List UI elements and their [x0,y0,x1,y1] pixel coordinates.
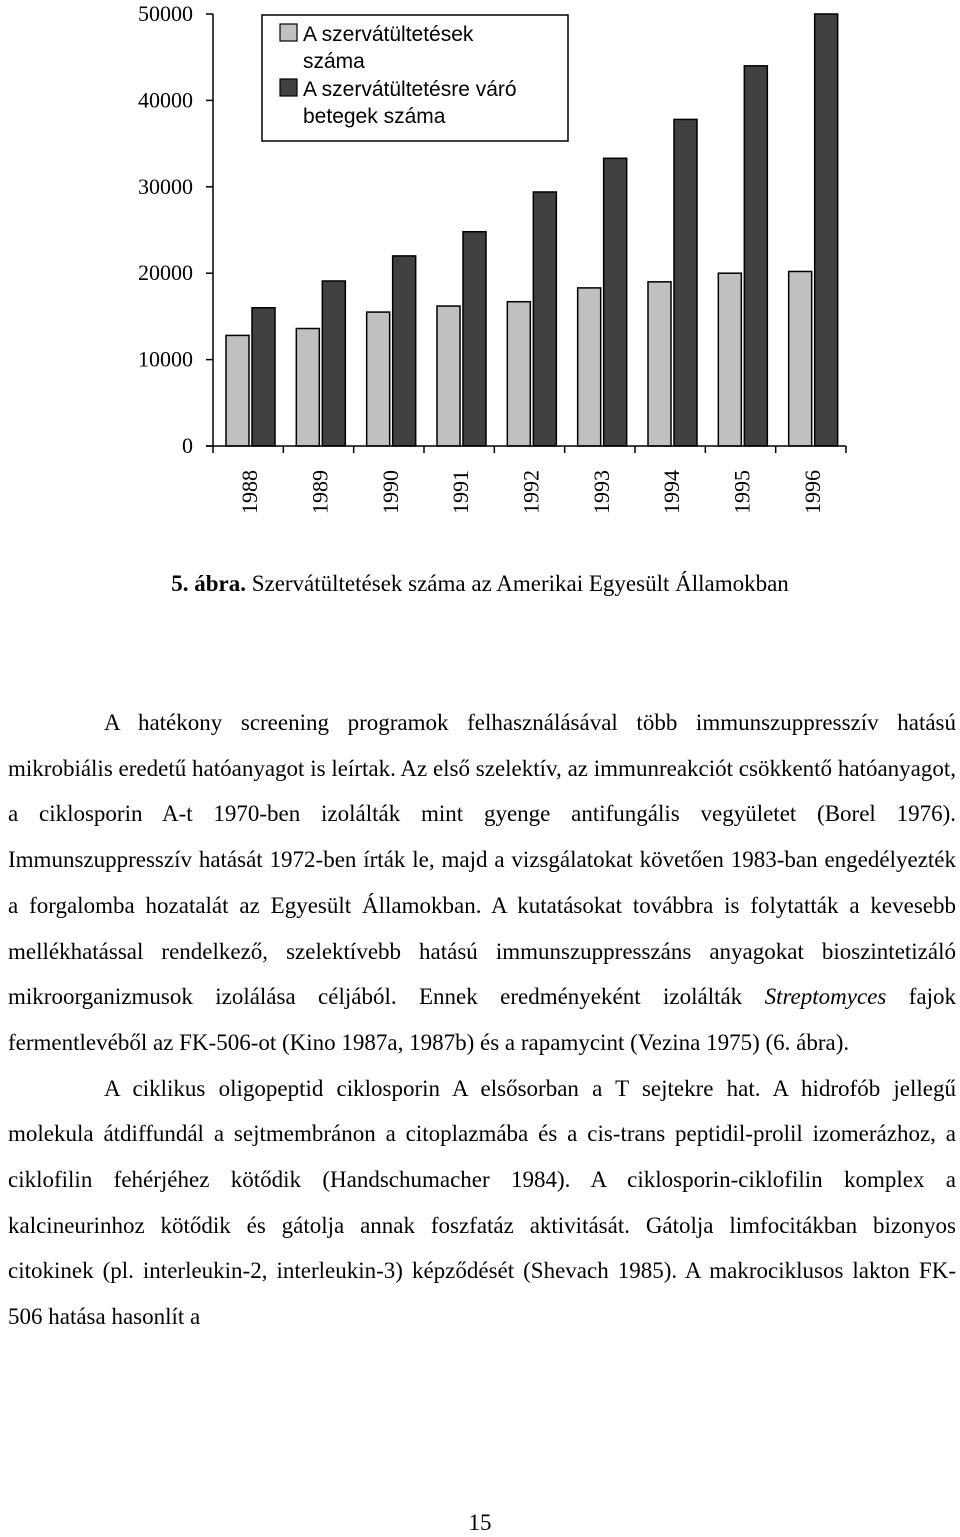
legend-label: A szervátültetések [303,23,474,46]
x-tick-label: 1995 [729,470,755,514]
paragraph [8,1066,956,1340]
x-axis [206,446,846,514]
text-run: fajok fermentlevéből az FK-506-ot (Kino 1987a, 1987b) és a rapamycint (Vezina 1975) (6. ábra). [8,984,956,1055]
legend-swatch [280,79,297,96]
bar-transplants [648,282,671,446]
bar-transplants [578,288,601,446]
bar-waiting-patients [533,192,556,446]
transplant-bar-chart [0,0,960,560]
x-tick-label: 1994 [659,470,685,514]
legend-label: A szervátültetésre váró [303,78,517,101]
bar-waiting-patients [322,281,345,446]
bar-transplants [718,273,741,446]
body-text [8,700,956,1340]
x-tick-label: 1988 [237,470,263,514]
legend-label: betegek száma [303,105,446,128]
bar-transplants [507,302,530,446]
legend-swatch [280,24,297,41]
figure-caption-label: 5. ábra. [171,571,246,596]
y-tick-label: 0 [182,433,193,458]
x-tick-label: 1993 [588,470,614,514]
y-tick-label: 20000 [138,260,193,286]
bar-waiting-patients [252,308,275,446]
y-axis [138,1,213,458]
y-tick-label: 40000 [138,87,193,113]
bar-transplants [437,306,460,446]
x-tick-label: 1989 [307,470,333,514]
bar-waiting-patients [815,14,838,446]
bar-transplants [789,271,812,446]
bar-waiting-patients [604,158,627,446]
chart-legend [262,15,568,141]
bar-transplants [296,328,319,446]
text-run: A ciklikus oligopeptid ciklosporin A elsősorban a T sejtekre hat. A hidrofób jellegű molekula átdiffundál a sejtmembránon a citoplazmába és a cis-trans peptidil-prolil izomerázhoz, a ciklofilin fehérjéhez kötődik (Handschumacher 1984). A ciklosporin-ciklofilin komplex a kalcineurinhoz kötődik és gátolja annak foszfatáz aktivitását. Gátolja limfocitákban bizonyos citokinek (pl. interleukin-2, interleukin-3) képződését (Shevach 1985). A makrociklusos lakton FK-506 hatása hasonlít a [8,1075,956,1330]
page-number: 15 [468,1510,492,1535]
bar-waiting-patients [393,256,416,446]
y-tick-label: 30000 [138,173,193,199]
x-tick-label: 1990 [377,470,403,514]
bar-waiting-patients [674,119,697,446]
text-run: A hatékony screening programok felhasználásával több immunszuppresszív hatású mikrobiális eredetű hatóanyagot is leírtak. Az első szelektív, az immunreakciót csökkentő hatóanyagot, a ciklosporin A-t 1970-ben izolálták mint gyenge antifungális vegyületet (Borel 1976). Immunszuppresszív hatását 1972-ben írták le, majd a vizsgálatokat követően 1983-ban engedélyezték a forgalomba hozatalát az Egyesült Államokban. A kutatásokat továbbra is folytatták a kevesebb mellékhatással rendelkező, szelektívebb hatású immunszuppresszáns anyagokat bioszintetizáló mikroorganizmusok izolálása céljából. Ennek eredményeként izolálták [8,710,956,1010]
bar-transplants [367,312,390,446]
bar-transplants [226,335,249,446]
italic-term: Streptomyces [764,984,887,1010]
legend-label: száma [303,50,365,73]
x-tick-label: 1996 [799,470,825,514]
paragraph [8,700,956,1066]
figure-caption [0,571,960,597]
bar-waiting-patients [744,66,767,446]
figure-caption-text: Szervátültetések száma az Amerikai Egyesült Államokban [245,571,789,596]
bar-waiting-patients [463,232,486,446]
y-tick-label: 50000 [138,1,193,26]
y-tick-label: 10000 [138,346,193,372]
x-tick-label: 1991 [448,469,474,514]
x-tick-label: 1992 [518,470,544,514]
